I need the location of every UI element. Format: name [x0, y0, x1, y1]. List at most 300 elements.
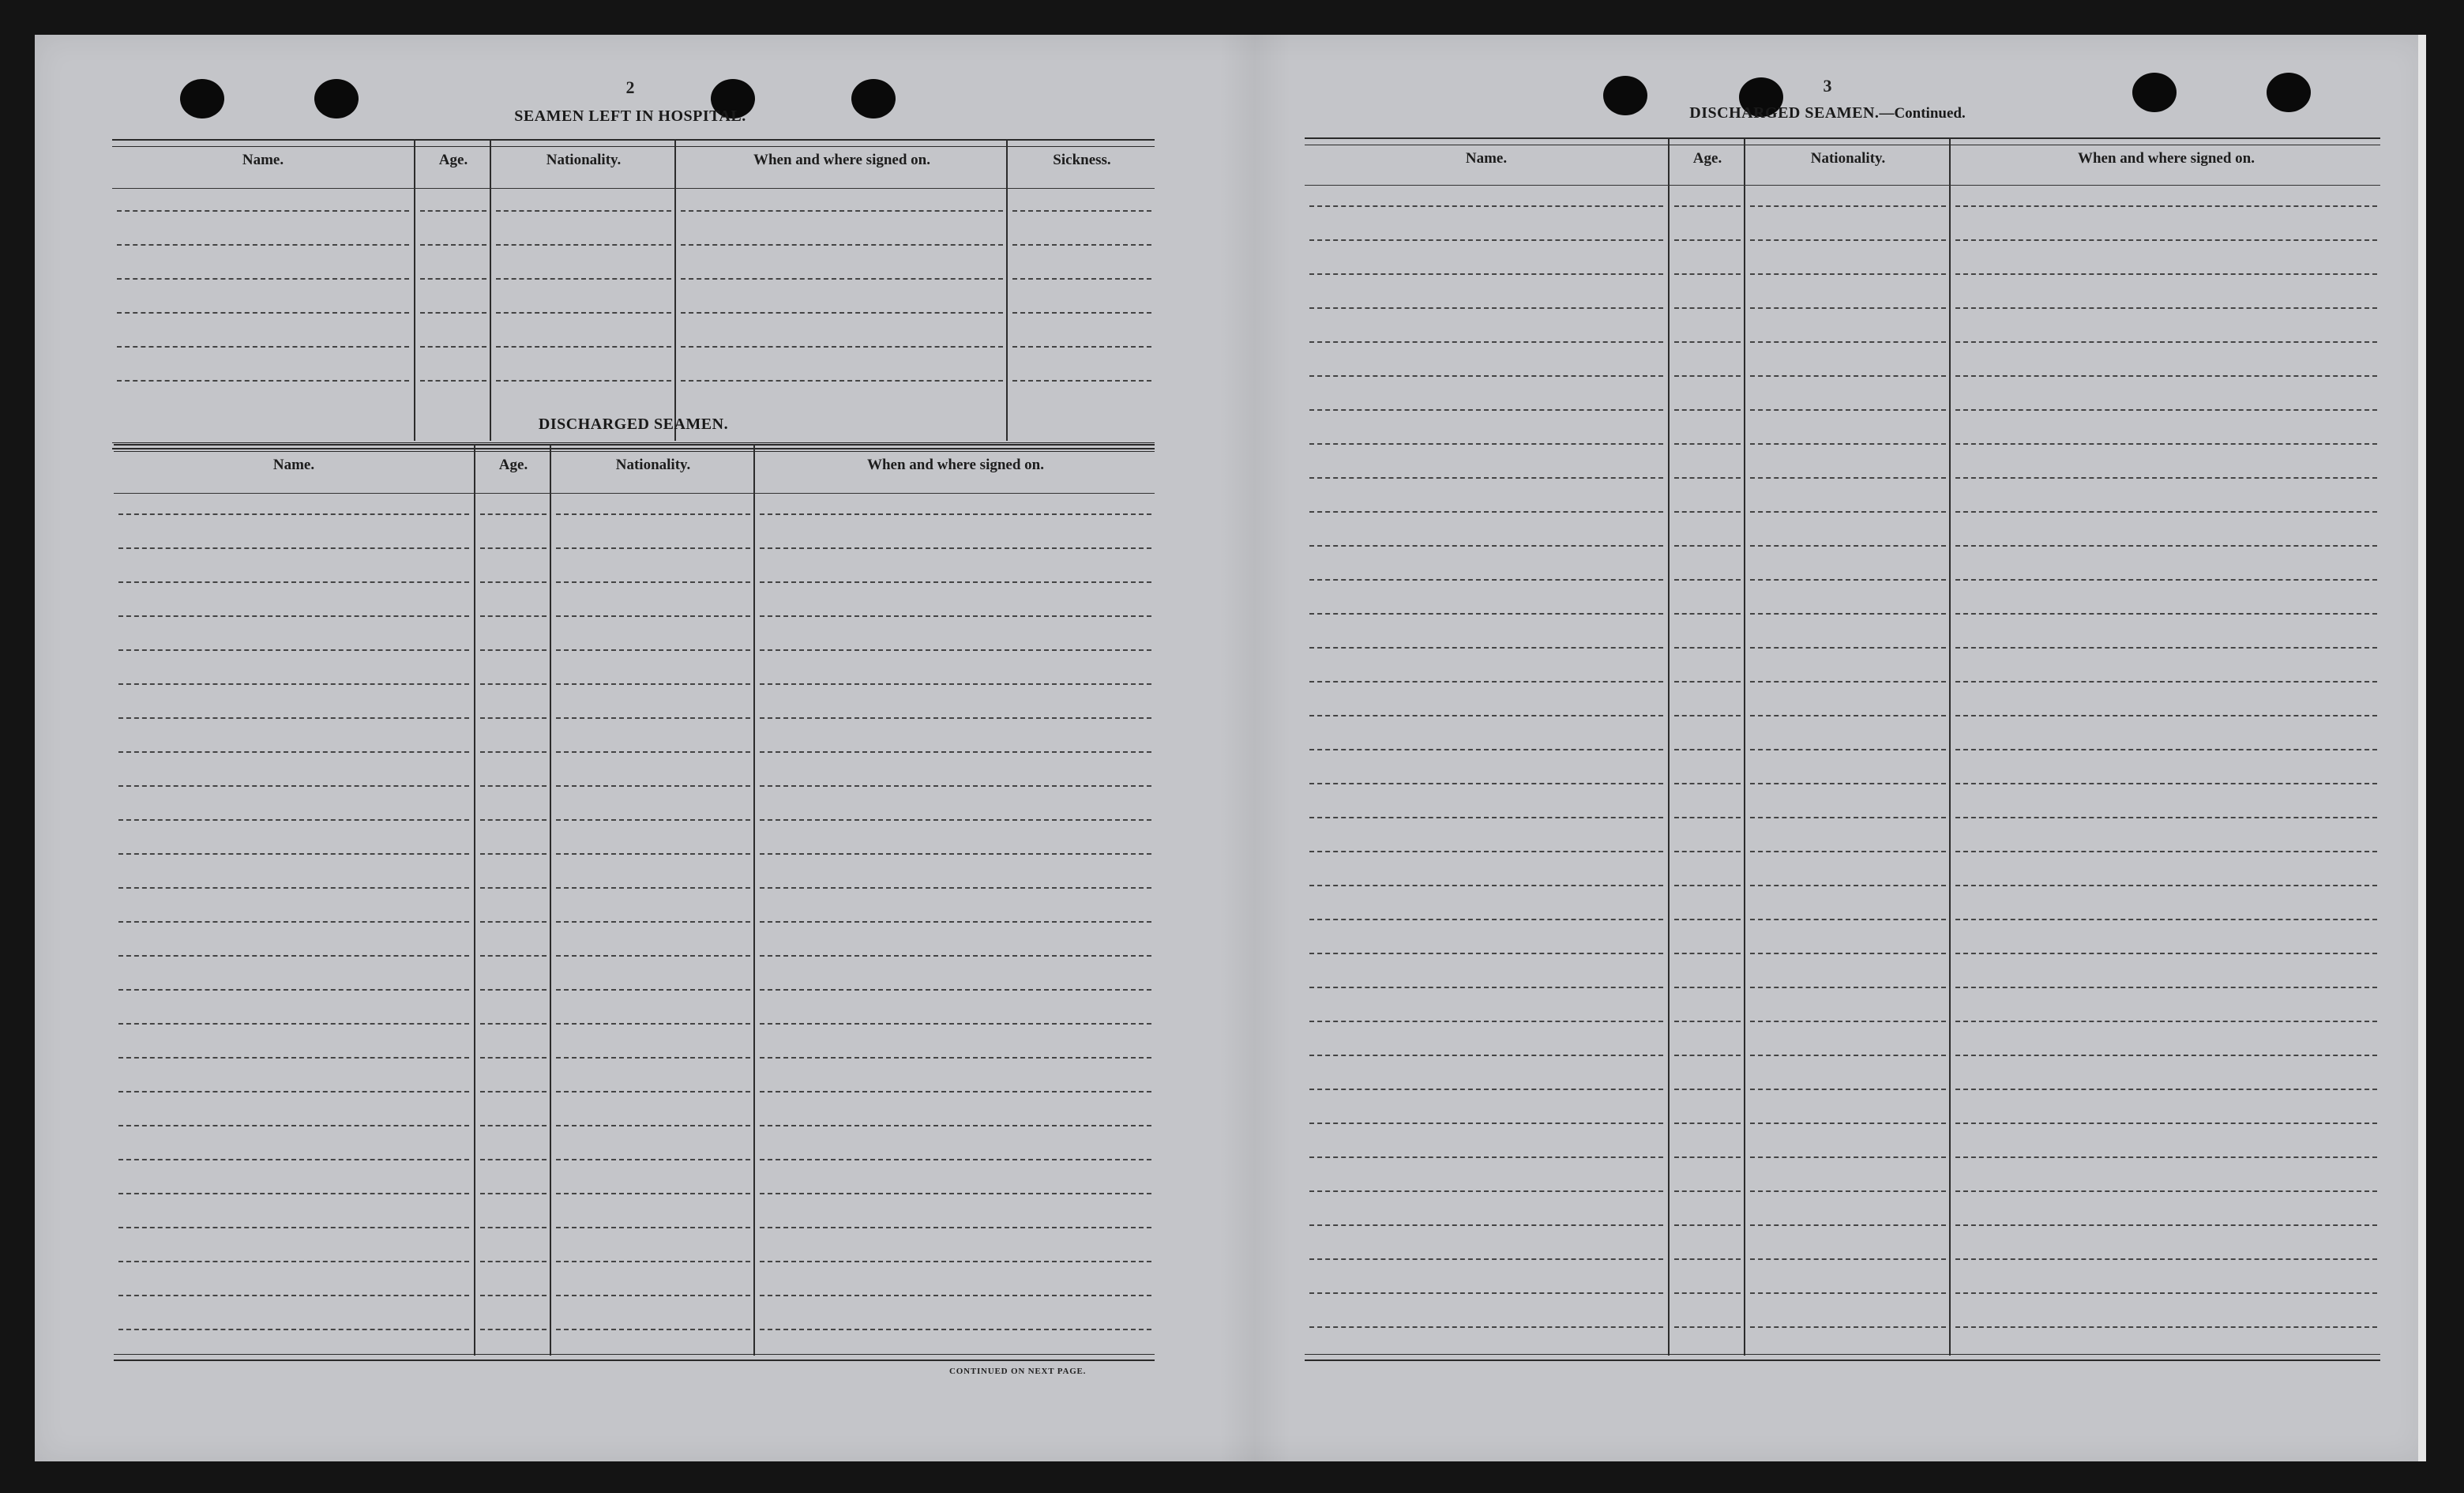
blank-entry-line	[556, 1023, 750, 1025]
blank-entry-line	[1309, 205, 1663, 207]
blank-entry-line	[556, 547, 750, 549]
blank-entry-line	[1674, 1292, 1741, 1294]
discharged-section-title: DISCHARGED SEAMEN.	[538, 416, 729, 433]
blank-entry-line	[760, 955, 1151, 957]
blank-entry-line	[1012, 244, 1151, 246]
blank-entry-line	[760, 751, 1151, 753]
blank-entry-line	[1750, 273, 1946, 275]
blank-entry-line	[760, 819, 1151, 821]
blank-entry-line	[118, 547, 469, 549]
blank-entry-line	[681, 278, 1003, 280]
blank-entry-line	[1674, 783, 1741, 784]
blank-entry-line	[1309, 1089, 1663, 1090]
blank-entry-line	[1750, 1055, 1946, 1056]
blank-entry-line	[480, 1329, 547, 1330]
blank-entry-line	[1750, 1021, 1946, 1022]
blank-entry-line	[118, 683, 469, 685]
blank-entry-line	[1674, 885, 1741, 886]
blank-entry-line	[1309, 817, 1663, 818]
blank-entry-line	[1674, 987, 1741, 988]
col-signed-on	[674, 139, 1008, 441]
blank-entry-line	[118, 921, 469, 923]
blank-entry-line	[1955, 1224, 2377, 1226]
blank-entry-line	[1955, 783, 2377, 784]
col-sickness	[1006, 139, 1156, 441]
blank-entry-line	[480, 1295, 547, 1296]
blank-entry-line	[760, 581, 1151, 583]
blank-entry-line	[1750, 205, 1946, 207]
col-header-name: Name.	[272, 457, 315, 473]
blank-entry-line	[1674, 477, 1741, 479]
blank-entry-line	[480, 921, 547, 923]
blank-entry-line	[1750, 851, 1946, 852]
punch-hole	[1603, 76, 1647, 115]
blank-entry-line	[760, 853, 1151, 855]
blank-entry-line	[480, 785, 547, 787]
blank-entry-line	[117, 278, 409, 280]
blank-entry-line	[760, 1125, 1151, 1126]
blank-entry-line	[1750, 579, 1946, 581]
blank-entry-line	[1955, 885, 2377, 886]
blank-entry-line	[1750, 341, 1946, 343]
blank-entry-line	[1955, 545, 2377, 547]
blank-entry-line	[118, 581, 469, 583]
blank-entry-line	[480, 1193, 547, 1194]
blank-entry-line	[420, 380, 486, 382]
col-header-signed-on: When and where signed on.	[753, 152, 930, 168]
blank-entry-line	[556, 581, 750, 583]
blank-entry-line	[556, 717, 750, 719]
col-header-signed-on: When and where signed on.	[866, 457, 1044, 473]
discharged-table-right	[1305, 137, 2380, 1356]
blank-entry-line	[1309, 545, 1663, 547]
blank-entry-line	[556, 785, 750, 787]
blank-entry-line	[1750, 239, 1946, 241]
blank-entry-line	[556, 1227, 750, 1228]
blank-entry-line	[760, 1329, 1151, 1330]
blank-entry-line	[1750, 307, 1946, 309]
col-name	[114, 444, 474, 1356]
blank-entry-line	[1955, 341, 2377, 343]
blank-entry-line	[118, 853, 469, 855]
blank-entry-line	[1955, 851, 2377, 852]
blank-entry-line	[496, 380, 671, 382]
blank-entry-line	[1750, 1123, 1946, 1124]
blank-entry-line	[1309, 1156, 1663, 1158]
blank-entry-line	[1750, 953, 1946, 954]
col-header-age: Age.	[498, 457, 528, 473]
blank-entry-line	[420, 312, 486, 314]
blank-entry-line	[118, 1193, 469, 1194]
blank-entry-line	[1674, 749, 1741, 750]
blank-entry-line	[760, 513, 1151, 515]
blank-entry-line	[1750, 477, 1946, 479]
blank-entry-line	[420, 244, 486, 246]
hospital-table	[112, 139, 1155, 441]
blank-entry-line	[420, 278, 486, 280]
blank-entry-line	[760, 887, 1151, 889]
blank-entry-line	[1012, 210, 1151, 212]
blank-entry-line	[480, 1023, 547, 1025]
blank-entry-line	[760, 547, 1151, 549]
blank-entry-line	[1309, 749, 1663, 750]
blank-entry-line	[480, 887, 547, 889]
blank-entry-line	[118, 751, 469, 753]
blank-entry-line	[1750, 409, 1946, 411]
blank-entry-line	[556, 751, 750, 753]
blank-entry-line	[556, 1125, 750, 1126]
blank-entry-line	[1674, 1089, 1741, 1090]
blank-entry-line	[1750, 1156, 1946, 1158]
blank-entry-line	[496, 278, 671, 280]
blank-entry-line	[1012, 346, 1151, 348]
blank-entry-line	[1674, 273, 1741, 275]
blank-entry-line	[1674, 1123, 1741, 1124]
blank-entry-line	[1955, 1055, 2377, 1056]
blank-entry-line	[118, 785, 469, 787]
blank-entry-line	[1674, 681, 1741, 683]
blank-entry-line	[1955, 1156, 2377, 1158]
blank-entry-line	[556, 853, 750, 855]
blank-entry-line	[496, 346, 671, 348]
blank-entry-line	[1674, 443, 1741, 445]
blank-entry-line	[556, 887, 750, 889]
blank-entry-line	[760, 1057, 1151, 1059]
blank-entry-line	[480, 1227, 547, 1228]
blank-entry-line	[1674, 817, 1741, 818]
blank-entry-line	[1750, 375, 1946, 377]
punch-hole	[2132, 73, 2177, 112]
col-nationality	[490, 139, 676, 441]
blank-entry-line	[480, 955, 547, 957]
blank-entry-line	[1309, 885, 1663, 886]
blank-entry-line	[1750, 613, 1946, 615]
blank-entry-line	[496, 210, 671, 212]
blank-entry-line	[1012, 380, 1151, 382]
blank-entry-line	[1674, 341, 1741, 343]
blank-entry-line	[118, 1295, 469, 1296]
blank-entry-line	[118, 1057, 469, 1059]
blank-entry-line	[118, 989, 469, 991]
col-header-nationality: Nationality.	[1810, 150, 1886, 167]
paper-edge	[2418, 35, 2426, 1461]
blank-entry-line	[1750, 443, 1946, 445]
discharged-table-left	[114, 444, 1155, 1356]
blank-entry-line	[496, 244, 671, 246]
hospital-section-title: SEAMEN LEFT IN HOSPITAL.	[514, 107, 746, 125]
blank-entry-line	[480, 581, 547, 583]
blank-entry-line	[1955, 987, 2377, 988]
blank-entry-line	[556, 955, 750, 957]
blank-entry-line	[760, 1193, 1151, 1194]
blank-entry-line	[1955, 375, 2377, 377]
blank-entry-line	[1955, 443, 2377, 445]
blank-entry-line	[118, 1125, 469, 1126]
blank-entry-line	[1309, 715, 1663, 716]
continued-note: CONTINUED ON NEXT PAGE.	[949, 1367, 1087, 1376]
blank-entry-line	[118, 819, 469, 821]
document-sheet	[35, 35, 2426, 1461]
blank-entry-line	[1674, 1326, 1741, 1328]
blank-entry-line	[1674, 1021, 1741, 1022]
blank-entry-line	[760, 1227, 1151, 1228]
blank-entry-line	[1955, 239, 2377, 241]
col-age	[1668, 137, 1745, 1356]
blank-entry-line	[1309, 1190, 1663, 1192]
col-header-name: Name.	[242, 152, 284, 168]
blank-entry-line	[556, 1091, 750, 1092]
continued-suffix: —Continued.	[1879, 105, 1966, 122]
blank-entry-line	[760, 989, 1151, 991]
blank-entry-line	[118, 1159, 469, 1160]
blank-entry-line	[480, 751, 547, 753]
blank-entry-line	[480, 1125, 547, 1126]
blank-entry-line	[1750, 1224, 1946, 1226]
blank-entry-line	[1309, 647, 1663, 649]
blank-entry-line	[1750, 1258, 1946, 1260]
blank-entry-line	[1955, 307, 2377, 309]
blank-entry-line	[1674, 613, 1741, 615]
blank-entry-line	[1955, 1190, 2377, 1192]
blank-entry-line	[556, 989, 750, 991]
blank-entry-line	[1674, 511, 1741, 513]
blank-entry-line	[556, 513, 750, 515]
blank-entry-line	[1955, 1258, 2377, 1260]
blank-entry-line	[1674, 715, 1741, 716]
blank-entry-line	[556, 1159, 750, 1160]
blank-entry-line	[1674, 1156, 1741, 1158]
blank-entry-line	[760, 1159, 1151, 1160]
blank-entry-line	[117, 380, 409, 382]
blank-entry-line	[1750, 511, 1946, 513]
blank-entry-line	[118, 1227, 469, 1228]
blank-entry-line	[760, 649, 1151, 651]
col-nationality	[1744, 137, 1951, 1356]
blank-entry-line	[1674, 205, 1741, 207]
blank-entry-line	[1309, 987, 1663, 988]
blank-entry-line	[1309, 1292, 1663, 1294]
col-name	[1305, 137, 1668, 1356]
blank-entry-line	[1750, 545, 1946, 547]
blank-entry-line	[556, 1329, 750, 1330]
page-number-left: 2	[625, 77, 635, 97]
blank-entry-line	[1955, 1326, 2377, 1328]
blank-entry-line	[1309, 1326, 1663, 1328]
col-header-age: Age.	[1692, 150, 1722, 167]
col-name	[112, 139, 414, 441]
blank-entry-line	[1674, 1055, 1741, 1056]
blank-entry-line	[480, 547, 547, 549]
blank-entry-line	[1309, 409, 1663, 411]
blank-entry-line	[117, 210, 409, 212]
col-signed-on	[1949, 137, 2382, 1356]
blank-entry-line	[1674, 375, 1741, 377]
blank-entry-line	[1955, 579, 2377, 581]
blank-entry-line	[1955, 715, 2377, 716]
blank-entry-line	[556, 1193, 750, 1194]
blank-entry-line	[1309, 579, 1663, 581]
blank-entry-line	[480, 989, 547, 991]
blank-entry-line	[1674, 851, 1741, 852]
blank-entry-line	[480, 1159, 547, 1160]
blank-entry-line	[480, 819, 547, 821]
col-header-sickness: Sickness.	[1053, 152, 1111, 168]
blank-entry-line	[1309, 307, 1663, 309]
blank-entry-line	[118, 1091, 469, 1092]
blank-entry-line	[1955, 749, 2377, 750]
header-rule	[114, 493, 1155, 494]
blank-entry-line	[760, 921, 1151, 923]
blank-entry-line	[556, 1261, 750, 1262]
blank-entry-line	[480, 615, 547, 617]
blank-entry-line	[118, 513, 469, 515]
blank-entry-line	[1674, 545, 1741, 547]
blank-entry-line	[556, 615, 750, 617]
blank-entry-line	[1955, 681, 2377, 683]
col-nationality	[550, 444, 755, 1356]
blank-entry-line	[480, 513, 547, 515]
col-header-age: Age.	[438, 152, 468, 168]
blank-entry-line	[760, 1295, 1151, 1296]
blank-entry-line	[1309, 239, 1663, 241]
col-header-signed-on: When and where signed on.	[2077, 150, 2255, 167]
blank-entry-line	[1309, 341, 1663, 343]
col-age	[414, 139, 491, 441]
blank-entry-line	[1955, 273, 2377, 275]
blank-entry-line	[480, 649, 547, 651]
blank-entry-line	[681, 346, 1003, 348]
blank-entry-line	[1674, 1224, 1741, 1226]
blank-entry-line	[1309, 1021, 1663, 1022]
blank-entry-line	[1674, 1190, 1741, 1192]
punch-hole	[180, 79, 224, 118]
blank-entry-line	[1309, 681, 1663, 683]
blank-entry-line	[681, 312, 1003, 314]
blank-entry-line	[1955, 817, 2377, 818]
blank-entry-line	[118, 1329, 469, 1330]
blank-entry-line	[1309, 1123, 1663, 1124]
blank-entry-line	[1750, 1326, 1946, 1328]
discharged-continued-title	[1689, 104, 1965, 122]
blank-entry-line	[1750, 783, 1946, 784]
blank-entry-line	[480, 683, 547, 685]
blank-entry-line	[681, 244, 1003, 246]
blank-entry-line	[1955, 477, 2377, 479]
blank-entry-line	[1750, 817, 1946, 818]
blank-entry-line	[760, 1091, 1151, 1092]
blank-entry-line	[681, 210, 1003, 212]
table-bottom-rule	[1305, 1354, 2380, 1361]
blank-entry-line	[1750, 715, 1946, 716]
blank-entry-line	[760, 1023, 1151, 1025]
col-signed-on	[753, 444, 1156, 1356]
blank-entry-line	[1674, 307, 1741, 309]
blank-entry-line	[556, 1295, 750, 1296]
col-age	[474, 444, 551, 1356]
blank-entry-line	[1309, 273, 1663, 275]
blank-entry-line	[480, 1091, 547, 1092]
blank-entry-line	[1750, 1089, 1946, 1090]
blank-entry-line	[760, 785, 1151, 787]
header-rule	[112, 188, 1155, 189]
blank-entry-line	[1309, 1224, 1663, 1226]
blank-entry-line	[117, 346, 409, 348]
blank-entry-line	[496, 312, 671, 314]
blank-entry-line	[760, 615, 1151, 617]
blank-entry-line	[420, 346, 486, 348]
blank-entry-line	[1750, 885, 1946, 886]
blank-entry-line	[1309, 375, 1663, 377]
punch-hole	[2267, 73, 2311, 112]
blank-entry-line	[556, 1057, 750, 1059]
blank-entry-line	[1750, 681, 1946, 683]
col-header-nationality: Nationality.	[546, 152, 622, 168]
blank-entry-line	[1955, 613, 2377, 615]
blank-entry-line	[420, 210, 486, 212]
blank-entry-line	[1955, 205, 2377, 207]
blank-entry-line	[1309, 443, 1663, 445]
blank-entry-line	[1309, 613, 1663, 615]
blank-entry-line	[1309, 511, 1663, 513]
blank-entry-line	[1012, 278, 1151, 280]
blank-entry-line	[1309, 1055, 1663, 1056]
blank-entry-line	[118, 1261, 469, 1262]
page-number-right: 3	[1823, 76, 1832, 96]
blank-entry-line	[556, 819, 750, 821]
blank-entry-line	[1309, 851, 1663, 852]
blank-entry-line	[1955, 1089, 2377, 1090]
blank-entry-line	[480, 1261, 547, 1262]
blank-entry-line	[556, 921, 750, 923]
punch-hole	[851, 79, 896, 118]
blank-entry-line	[760, 1261, 1151, 1262]
blank-entry-line	[118, 955, 469, 957]
blank-entry-line	[1750, 749, 1946, 750]
blank-entry-line	[1674, 579, 1741, 581]
blank-entry-line	[1750, 919, 1946, 920]
blank-entry-line	[1012, 312, 1151, 314]
blank-entry-line	[117, 312, 409, 314]
blank-entry-line	[1674, 953, 1741, 954]
header-rule	[1305, 185, 2380, 186]
blank-entry-line	[1674, 919, 1741, 920]
blank-entry-line	[118, 717, 469, 719]
blank-entry-line	[1674, 1258, 1741, 1260]
blank-entry-line	[760, 683, 1151, 685]
blank-entry-line	[480, 853, 547, 855]
blank-entry-line	[118, 649, 469, 651]
blank-entry-line	[118, 615, 469, 617]
blank-entry-line	[760, 717, 1151, 719]
blank-entry-line	[118, 887, 469, 889]
punch-hole	[314, 79, 359, 118]
blank-entry-line	[681, 380, 1003, 382]
col-header-name: Name.	[1465, 150, 1508, 167]
blank-entry-line	[1309, 1258, 1663, 1260]
blank-entry-line	[1750, 1190, 1946, 1192]
blank-entry-line	[117, 244, 409, 246]
blank-entry-line	[1750, 647, 1946, 649]
blank-entry-line	[1674, 239, 1741, 241]
blank-entry-line	[1309, 953, 1663, 954]
blank-entry-line	[1955, 953, 2377, 954]
blank-entry-line	[1955, 1021, 2377, 1022]
blank-entry-line	[1674, 409, 1741, 411]
blank-entry-line	[1955, 511, 2377, 513]
blank-entry-line	[1674, 647, 1741, 649]
col-header-nationality: Nationality.	[615, 457, 691, 473]
blank-entry-line	[480, 1057, 547, 1059]
